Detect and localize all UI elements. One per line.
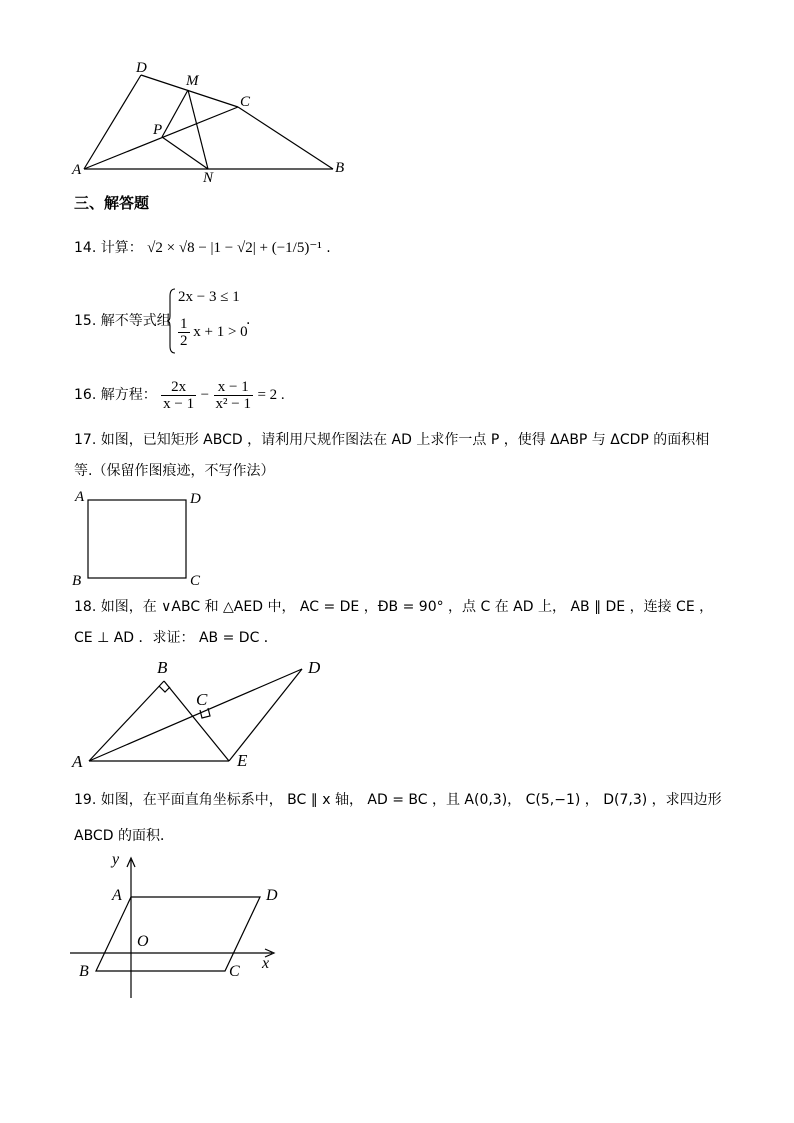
inequality-rest: x + 1 > 0 — [193, 323, 248, 340]
point-label-B: B — [79, 963, 89, 980]
question-18-line-2: CE ⊥ AD ．求证： AB = DC ． — [74, 630, 278, 646]
equation-rest: = 2 . — [257, 387, 285, 403]
point-label-B: B — [335, 160, 345, 176]
question-number: 16. — [74, 387, 97, 403]
point-label-A: A — [112, 887, 122, 904]
fraction-numerator: 1 — [180, 316, 188, 332]
minus-sign: − — [200, 387, 210, 403]
question-number: 19. — [74, 792, 97, 808]
point-label-D: D — [266, 887, 278, 904]
figure-q19-svg — [0, 0, 300, 1000]
section-title: 三、解答题 — [74, 194, 150, 212]
point-label-D: D — [136, 60, 147, 76]
point-label-M: M — [186, 73, 199, 89]
fraction-denominator: x² − 1 — [215, 395, 251, 412]
point-label-C: C — [196, 690, 208, 709]
question-number: 15. — [74, 313, 97, 329]
inequality-line-1: 2x − 3 ≤ 1 — [178, 289, 240, 305]
axis-label-x: x — [262, 955, 270, 972]
origin-label: O — [137, 933, 149, 950]
question-number: 17. — [74, 432, 97, 448]
question-prefix: 解不等式组 — [100, 313, 171, 329]
point-label-A: A — [75, 489, 85, 505]
axis-label-y: y — [112, 851, 120, 868]
point-label-B: B — [157, 658, 168, 677]
point-label-A: A — [72, 752, 83, 771]
question-text: 如图，在平面直角坐标系中， BC ∥ x 轴， AD = BC ，且 A(0,3)， C(5,−1) ， D(7,3) ，求四边形 — [100, 792, 722, 808]
question-prefix: 解方程： — [100, 387, 157, 403]
point-label-D: D — [308, 658, 321, 677]
fraction-numerator: 2x — [161, 379, 196, 396]
point-label-B: B — [72, 573, 82, 589]
point-label-C: C — [229, 963, 240, 980]
question-end: . — [326, 240, 331, 256]
point-label-P: P — [153, 122, 163, 138]
question-end: . — [246, 312, 251, 328]
point-label-C: C — [240, 94, 251, 110]
point-label-E: E — [237, 751, 248, 770]
question-prefix: 计算： — [100, 240, 143, 256]
question-17-line-2: 等.（保留作图痕迹，不写作法） — [74, 463, 275, 479]
question-number: 18. — [74, 599, 97, 615]
question-19-line-2: ABCD 的面积． — [74, 828, 174, 844]
fraction-numerator: x − 1 — [214, 379, 253, 396]
point-label-D: D — [190, 491, 201, 507]
question-number: 14. — [74, 240, 97, 256]
point-label-A: A — [72, 162, 82, 178]
quadrilateral-ABCD — [96, 897, 260, 971]
question-text: 如图，已知矩形 ABCD ，请利用尺规作图法在 AD 上求作一点 P ，使得 ΔABP 与 ΔCDP 的面积相 — [100, 432, 710, 448]
question-text: 如图，在 ∨ABC 和 △AED 中， AC = DE ，ÐB = 90° ，点 C 在 AD 上， AB ∥ DE ，连接 CE ， — [100, 599, 714, 615]
math-expression: √2 × √8 − |1 − √2| + (−1/5)⁻¹ — [147, 240, 322, 256]
point-label-C: C — [190, 573, 201, 589]
point-label-N: N — [203, 170, 214, 186]
fraction-denominator: 2 — [180, 333, 188, 349]
fraction-denominator: x − 1 — [163, 395, 195, 412]
